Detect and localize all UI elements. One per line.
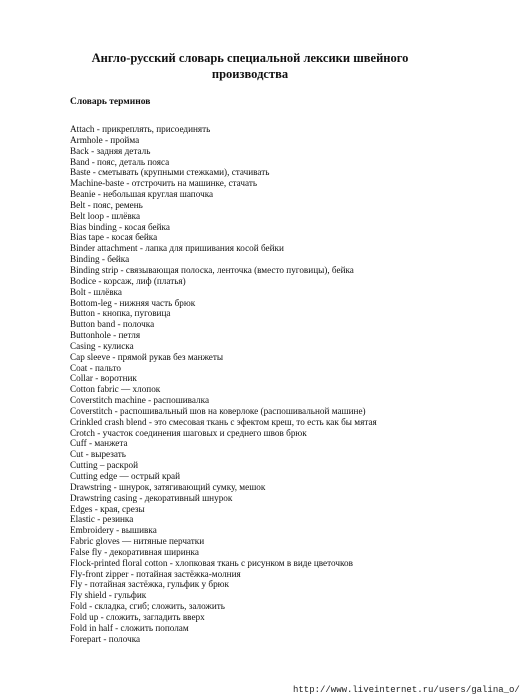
glossary-entry: Fold in half - сложить пополам [70,622,189,633]
glossary-entry: Cut - вырезать [70,449,126,460]
glossary-entry: Embroidery - вышивка [70,525,157,536]
glossary-entry: Binder attachment - лапка для пришивания косой бейки [70,243,284,254]
glossary-entry: Edges - края, срезы [70,503,145,514]
glossary-entry: Band - пояс, деталь пояса [70,156,170,167]
title-line-2: производства [211,67,289,81]
glossary-entry: Crinkled crash blend - это смесовая ткань с эфектом креш, то есть как бы мятая [70,416,377,427]
glossary-entry: Attach - прикреплять, присоединять [70,124,211,134]
glossary-entry: Drawstring casing - декоративный шнурок [70,492,233,503]
glossary-entry: Fold up - сложить, загладить вверх [70,611,205,622]
glossary-entry: Belt loop - шлёвка [70,210,141,221]
glossary-entry: Coverstitch machine - распошивалка [70,395,210,406]
glossary-entry: Elastic - резинка [70,514,134,525]
glossary-entry: Machine-baste - отстрочить на машинке, стачать [70,178,258,189]
glossary-entry: Casing - кулиска [70,340,134,351]
glossary-entry: False fly - декоративная ширинка [70,546,199,557]
glossary-entry: Binding - бейка [70,254,130,265]
glossary-entry: Fly - потайная застёжка, гульфик у брюк [70,579,230,590]
footer-url: http://www.liveinternet.ru/users/galina_o/ [293,685,520,695]
glossary-entry: Fly shield - гульфик [70,590,147,601]
glossary-entry: Baste - сметывать (крупными стежками), стачивать [70,167,270,178]
glossary-entry: Button - кнопка, пуговица [70,308,171,319]
glossary-entry: Fold - складка, сгиб; сложить, заложить [70,601,225,612]
glossary-entry: Fly-front zipper - потайная застёжка-молния [70,568,241,579]
glossary-entry: Bias tape - косая бейка [70,232,158,243]
glossary-list [70,124,480,645]
glossary-entry: Beanie - небольшая круглая шапочка [70,189,214,200]
title-line-1: Англо-русский словарь специальной лексики швейного [91,51,409,65]
glossary-entry: Drawstring - шнурок, затягивающий сумку, мешок [70,481,266,492]
glossary-entry: Crotch - участок соединения шаговых и среднего швов брюк [70,427,307,438]
glossary-entry: Bottom-leg - нижняя часть брюк [70,297,196,308]
glossary-entry: Button band - полочка [70,319,155,330]
glossary-entry: Bolt - шлёвка [70,286,122,297]
glossary-entry: Bodice - корсаж, лиф (платья) [70,275,186,286]
glossary-entry: Coat - пальто [70,362,121,373]
glossary-entry: Binding strip - связывающая полоска, ленточка (вместо пуговицы), бейка [70,264,354,275]
glossary-entry: Coverstitch - распошивальный шов на коверлоке (распошивальной машине) [70,405,366,416]
glossary-entry: Belt - пояс, ремень [70,199,143,210]
glossary-entry: Bias binding - косая бейка [70,221,170,232]
glossary-entry: Cap sleeve - прямой рукав без манжеты [70,351,224,362]
glossary-entry: Collar - воротник [70,373,137,384]
document-title [60,50,440,82]
glossary-entry: Buttonhole - петля [70,330,141,341]
glossary-entry: Flock-printed floral cotton - хлопковая ткань с рисунком в виде цветочков [70,557,353,568]
glossary-entry: Cutting edge — острый край [70,471,181,481]
glossary-entry: Armhole - пройма [70,134,140,145]
glossary-entry: Cutting – раскрой [70,460,139,471]
glossary-entry: Cotton fabric — хлопок [70,384,161,395]
glossary-entry: Cuff - манжета [70,438,128,449]
section-heading: Словарь терминов [70,97,151,107]
glossary-entry: Fabric gloves — нитяные перчатки [70,536,205,547]
glossary-entry: Back - задняя деталь [70,145,151,156]
glossary-entry: Forepart - полочка [70,633,141,644]
